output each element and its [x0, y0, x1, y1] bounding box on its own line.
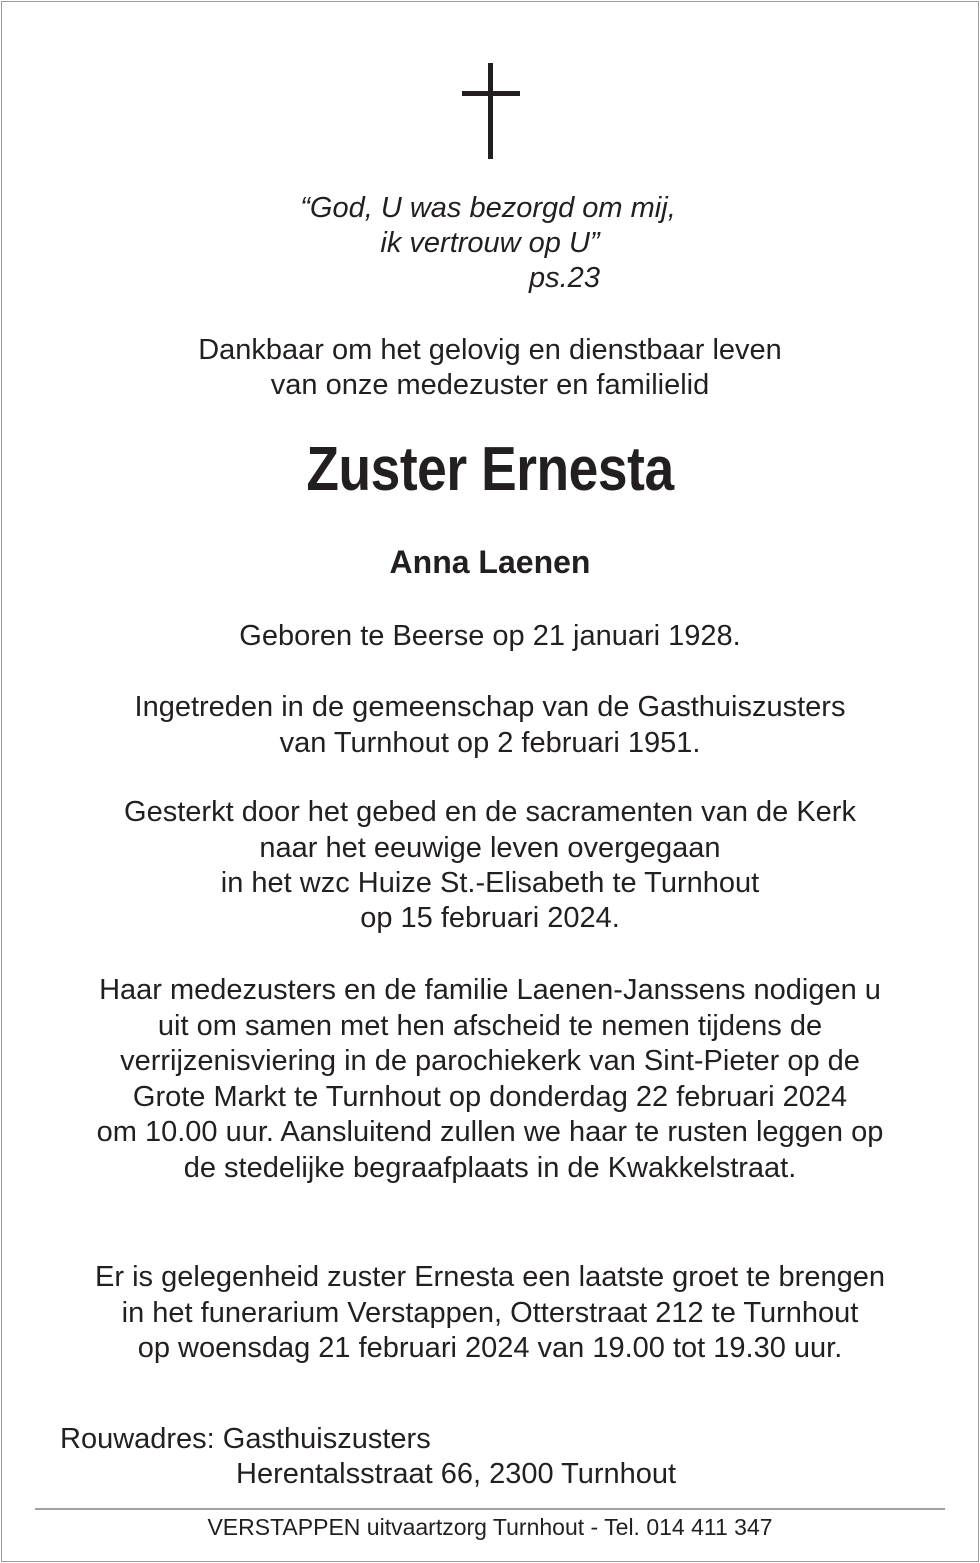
quote-line-1: “God, U was bezorgd om mij, [300, 192, 676, 224]
cross-horizontal-bar [462, 91, 520, 96]
visitation-line-3: op woensdag 21 februari 2024 van 19.00 tot 19.30 uur. [137, 1332, 843, 1364]
address-line-2: Herentalsstraat 66, 2300 Turnhout [236, 1458, 677, 1490]
passed-line-4: op 15 februari 2024. [360, 902, 620, 934]
deceased-religious-name: Zuster Ernesta [306, 435, 674, 504]
visitation-line-2: in het funerarium Verstappen, Otterstraat 212 te Turnhout [121, 1297, 859, 1329]
entered-line-1: Ingetreden in de gemeenschap van de Gasthuiszusters [134, 691, 846, 723]
invitation-line-4: Grote Markt te Turnhout op donderdag 22 februari 2024 [132, 1081, 848, 1113]
cross-vertical-bar [488, 63, 493, 159]
quote-reference: ps.23 [529, 262, 600, 294]
deceased-civil-name: Anna Laenen [389, 544, 591, 580]
funeral-home-footer: VERSTAPPEN uitvaartzorg Turnhout - Tel. 014 411 347 [207, 1514, 773, 1540]
invitation-line-2: uit om samen met hen afscheid te nemen tijdens de [157, 1010, 823, 1042]
address-line-1: Rouwadres: Gasthuiszusters [60, 1423, 431, 1455]
invitation-line-1: Haar medezusters en de familie Laenen-Janssens nodigen u [99, 974, 881, 1006]
visitation-line-1: Er is gelegenheid zuster Ernesta een laatste groet te brengen [95, 1261, 885, 1293]
intro-line-2: van onze medezuster en familielid [270, 369, 710, 401]
birth-line: Geboren te Beerse op 21 januari 1928. [239, 620, 741, 652]
invitation-line-3: verrijzenisviering in de parochiekerk van Sint-Pieter op de [120, 1045, 860, 1077]
cross-icon [462, 63, 520, 159]
invitation-line-5: om 10.00 uur. Aansluitend zullen we haar te rusten leggen op [96, 1116, 884, 1148]
passed-line-3: in het wzc Huize St.-Elisabeth te Turnhout [220, 867, 760, 899]
entered-line-2: van Turnhout op 2 februari 1951. [279, 727, 701, 759]
quote-line-2: ik vertrouw op U” [380, 227, 600, 259]
passed-line-1: Gesterkt door het gebed en de sacramenten van de Kerk [124, 796, 856, 828]
footer-divider [35, 1508, 945, 1510]
passed-line-2: naar het eeuwige leven overgegaan [259, 832, 721, 864]
intro-line-1: Dankbaar om het gelovig en dienstbaar leven [198, 334, 782, 366]
invitation-line-6: de stedelijke begraafplaats in de Kwakkelstraat. [183, 1152, 797, 1184]
